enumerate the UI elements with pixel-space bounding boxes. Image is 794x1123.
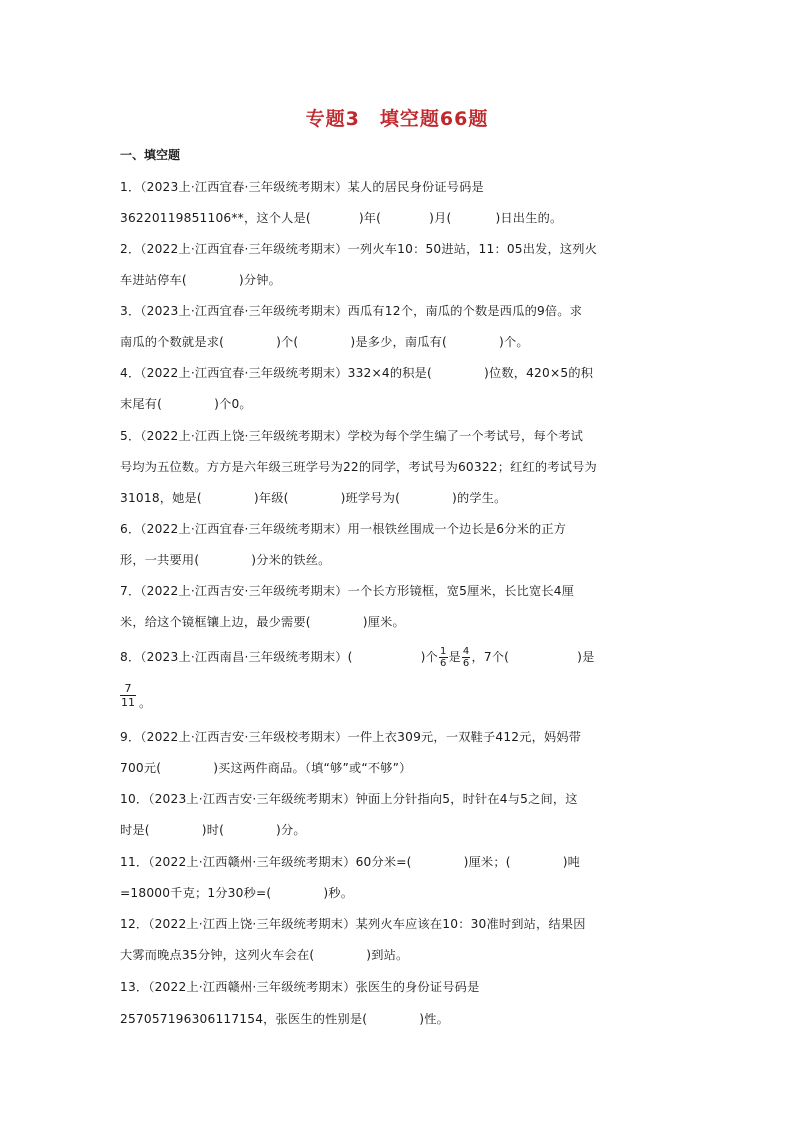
question-11-line-2 <box>120 884 353 901</box>
question-5-line-3 <box>120 489 507 506</box>
text-segment: )月( <box>429 211 452 225</box>
text-segment: )性。 <box>419 1012 449 1026</box>
text-segment: )时( <box>201 823 225 837</box>
text-segment: 时是( <box>120 823 150 837</box>
text-segment: ，7个( <box>471 650 510 664</box>
question-10-line-1: 10．（2023上·江西吉安·三年级统考期末）钟面上分针指向5，时针在4与5之间，这 <box>120 792 578 806</box>
fraction-denominator: 6 <box>439 658 447 669</box>
text-segment: )厘米。 <box>362 615 405 629</box>
question-4-line-1 <box>120 364 593 381</box>
text-segment: )秒。 <box>323 886 354 900</box>
text-segment: 形，一共要用( <box>120 553 200 567</box>
text-segment: )是 <box>577 650 595 664</box>
question-6-line-2 <box>120 551 331 568</box>
text-segment: 南瓜的个数就是求( <box>120 335 225 349</box>
text-segment: 8．（2023上·江西南昌·三年级统考期末）( <box>120 650 353 664</box>
fraction-one-sixth <box>439 646 448 669</box>
fraction-seven-elevenths <box>120 682 136 709</box>
question-11-line-1 <box>120 853 580 870</box>
text-segment: 米，给这个镜框镶上边，最少需要( <box>120 615 311 629</box>
question-13-line-2 <box>120 1010 449 1027</box>
question-1-line-2 <box>120 209 562 226</box>
section-heading: 一、填空题 <box>120 148 181 162</box>
text-segment: )班学号为( <box>340 491 401 505</box>
text-segment: )分米的铁丝。 <box>251 553 331 567</box>
question-9-line-1: 9．（2022上·江西吉安·三年级校考期末）一件上衣309元，一双鞋子412元，妈妈带 <box>120 730 582 744</box>
text-segment: )年级( <box>253 491 289 505</box>
text-segment: )分钟。 <box>238 273 282 287</box>
question-12-line-1: 12．（2022上·江西上饶·三年级统考期末）某列火车应该在10：30准时到站，结果因 <box>120 917 586 931</box>
text-segment: 4．（2022上·江西宜春·三年级统考期末）332×4的积是( <box>120 366 432 380</box>
text-segment: )厘米；( <box>463 855 511 869</box>
question-9-line-2 <box>120 759 412 776</box>
text-segment: )买这两件商品。（填“够”或“不够”） <box>213 761 412 775</box>
fraction-numerator: 4 <box>462 646 470 657</box>
question-6-line-1: 6．（2022上·江西宜春·三年级统考期末）用一根铁丝围成一个边长是6分米的正方 <box>120 522 567 536</box>
question-7-line-2 <box>120 613 405 630</box>
text-segment: 车进站停车( <box>120 273 187 287</box>
fraction-four-sixths <box>462 646 471 669</box>
question-8-end: 。 <box>139 696 152 710</box>
text-segment: )的学生。 <box>452 491 507 505</box>
question-2-line-2 <box>120 271 281 288</box>
text-segment: )吨 <box>562 855 581 869</box>
question-8-line-1 <box>120 646 594 669</box>
question-5-line-2: 号均为五位数。方方是六年级三班学号为22的同学，考试号为60322；红红的考试号为 <box>120 460 597 474</box>
question-1-line-1: 1．（2023上·江西宜春·三年级统考期末）某人的居民身份证号码是 <box>120 180 484 194</box>
text-segment: 末尾有( <box>120 397 163 411</box>
text-segment: )位数，420×5的积 <box>483 366 594 380</box>
question-7-line-1: 7．（2022上·江西吉安·三年级统考期末）一个长方形镜框，宽5厘米，长比宽长4厘 <box>120 584 575 598</box>
text-segment: )分。 <box>276 823 306 837</box>
question-3-line-1: 3．（2023上·江西宜春·三年级统考期末）西瓜有12个，南瓜的个数是西瓜的9倍。求 <box>120 304 583 318</box>
question-2-line-1: 2．（2022上·江西宜春·三年级统考期末）一列火车10：50进站，11：05出发，这列火 <box>120 242 598 256</box>
fraction-denominator: 6 <box>462 658 470 669</box>
question-3-line-2 <box>120 333 529 350</box>
question-13-line-1: 13．（2022上·江西赣州·三年级统考期末）张医生的身份证号码是 <box>120 980 480 994</box>
question-4-line-2 <box>120 395 252 412</box>
text-segment: 31018，她是( <box>120 491 202 505</box>
fraction-numerator: 1 <box>439 646 447 657</box>
text-segment: 11．（2022上·江西赣州·三年级统考期末）60分米=( <box>120 855 412 869</box>
text-segment: )是多少，南瓜有( <box>350 335 447 349</box>
text-segment: 36220119851106**，这个人是( <box>120 211 311 225</box>
text-segment: 是 <box>448 650 461 664</box>
fraction-numerator: 7 <box>120 682 136 696</box>
text-segment: =18000千克；1分30秒=( <box>120 886 272 900</box>
fraction-denominator: 11 <box>121 696 135 709</box>
text-segment: )个 <box>420 650 438 664</box>
page-title: 专题3 填空题66题 <box>305 108 489 130</box>
text-segment: 257057196306117154，张医生的性别是( <box>120 1012 368 1026</box>
text-segment: )个( <box>276 335 299 349</box>
text-segment: )个。 <box>499 335 529 349</box>
question-10-line-2 <box>120 821 306 838</box>
text-segment: )日出生的。 <box>495 211 563 225</box>
text-segment: 700元( <box>120 761 162 775</box>
text-segment: )到站。 <box>366 948 409 962</box>
question-5-line-1: 5．（2022上·江西上饶·三年级统考期末）学校为每个学生编了一个考试号，每个考试 <box>120 429 583 443</box>
question-12-line-2 <box>120 946 408 963</box>
text-segment: 大雾而晚点35分钟，这列火车会在( <box>120 948 315 962</box>
text-segment: )年( <box>358 211 382 225</box>
text-segment: )个0。 <box>214 397 252 411</box>
